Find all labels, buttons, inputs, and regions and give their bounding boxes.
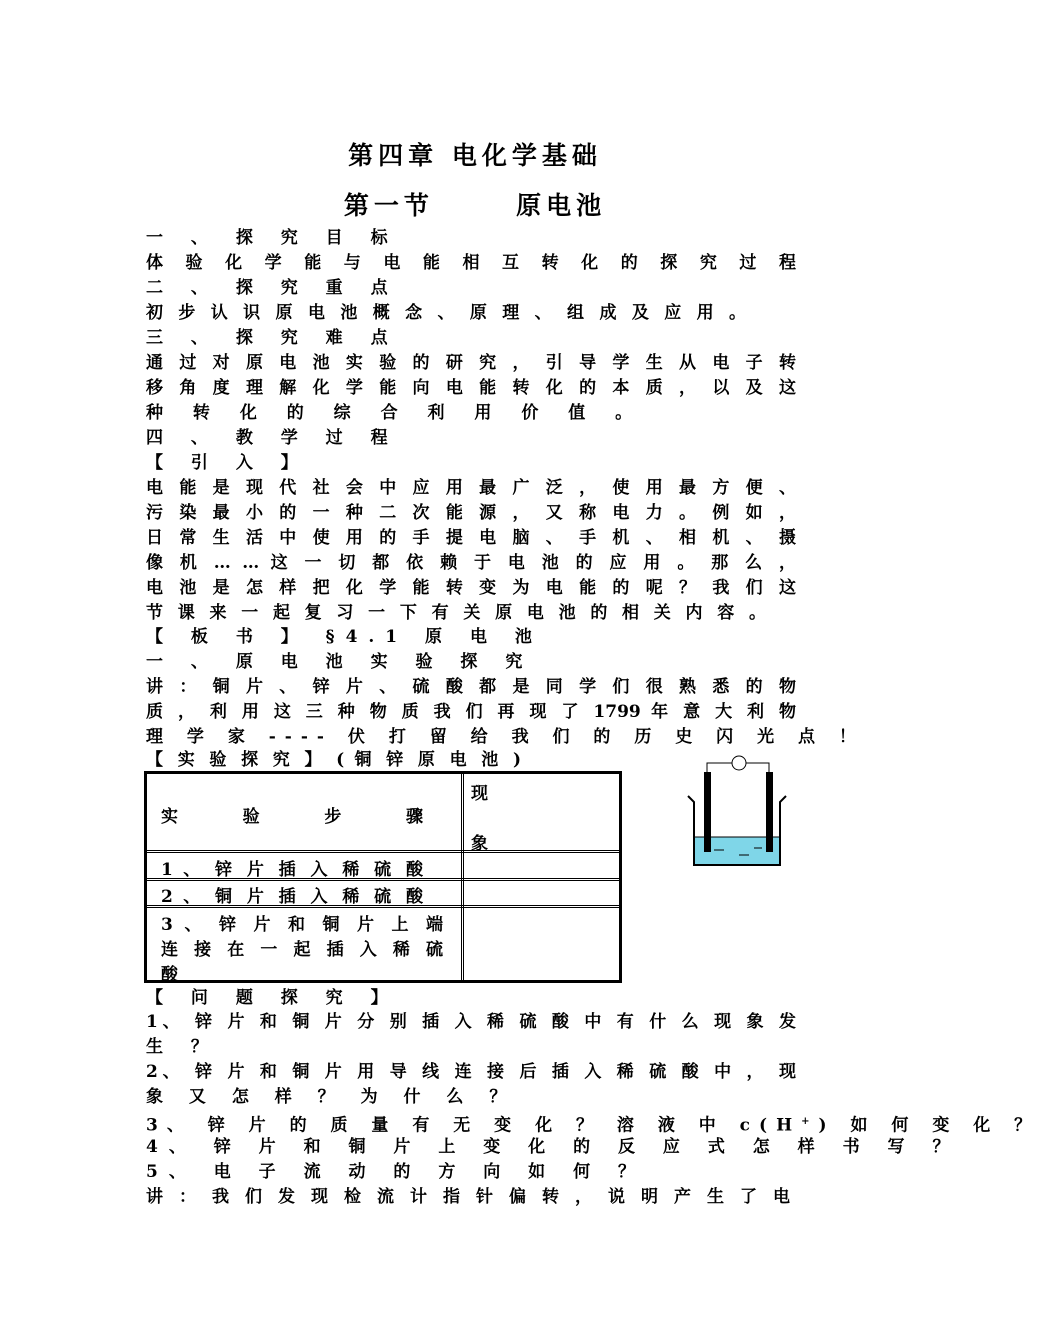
text-line: 5、 电 子 流 动 的 方 向 如 何 ？	[146, 1162, 647, 1182]
text-line: 电 池 是 怎 样 把 化 学 能 转 变 为 电 能 的 呢 ？ 我 们 这	[146, 578, 796, 598]
text-line: 移 角 度 理 解 化 学 能 向 电 能 转 化 的 本 质 ， 以 及 这	[146, 378, 796, 398]
text-line: 日 常 生 活 中 使 用 的 手 提 电 脑 、 手 机 、 相 机 、 摄	[146, 528, 796, 548]
table-header-observation: 现	[471, 784, 488, 804]
experiment-table	[144, 771, 622, 983]
text-line: 三 、 探 究 难 点	[146, 328, 399, 348]
text-line: 一 、 探 究 目 标	[146, 228, 399, 248]
text-line: 象 又 怎 样 ？ 为 什 么 ？	[146, 1087, 517, 1107]
table-header-observation: 象	[471, 834, 488, 854]
text-line: 【 板 书 】 §4.1 原 电 池	[146, 627, 543, 647]
text-line: 污 染 最 小 的 一 种 二 次 能 源 ， 又 称 电 力 。 例 如 ，	[146, 503, 796, 523]
text-line: 体 验 化 学 能 与 电 能 相 互 转 化 的 探 究 过 程	[146, 253, 796, 273]
question-3-text: ) 如 何 变 化 ？	[818, 1115, 1040, 1136]
text-line: 初 步 认 识 原 电 池 概 念 、 原 理 、 组 成 及 应 用 。	[146, 303, 746, 323]
table-row: 2 、 铜 片 插 入 稀 硫 酸	[161, 887, 423, 907]
table-row: 酸	[161, 965, 178, 985]
galvanic-cell-diagram	[684, 752, 788, 872]
zinc-electrode	[704, 772, 711, 852]
table-divider	[147, 850, 619, 853]
text-line: 质 ， 利 用 这 三 种 物 质 我 们 再 现 了 1799 年 意 大 利 物	[146, 702, 796, 722]
copper-electrode	[766, 772, 773, 852]
text-line: 一 、 原 电 池 实 验 探 究	[146, 652, 534, 672]
text-line: 二 、 探 究 重 点	[146, 278, 399, 298]
hydrogen-ion-charge: +	[801, 1116, 819, 1127]
table-header-step: 实 验 步 骤	[161, 807, 423, 827]
table-row: 3 、 锌 片 和 铜 片 上 端	[161, 915, 443, 935]
text-line: 讲 ： 我 们 发 现 检 流 计 指 针 偏 转 ， 说 明 产 生 了 电	[146, 1187, 790, 1207]
wire	[707, 763, 732, 772]
text-line: 像 机 … … 这 一 切 都 依 赖 于 电 池 的 应 用 。 那 么 ，	[146, 553, 796, 573]
text-line: 通 过 对 原 电 池 实 验 的 研 究 ， 引 导 学 生 从 电 子 转	[146, 353, 796, 373]
wire	[746, 763, 769, 772]
text-line: 【 实 验 探 究 】 ( 铜 锌 原 电 池 )	[146, 750, 521, 770]
text-line: 生 ？	[146, 1037, 219, 1057]
galvanometer-icon	[732, 756, 746, 770]
text-line: 【 引 入 】	[146, 453, 309, 473]
text-line: 理 学 家 ---- 伏 打 留 给 我 们 的 历 史 闪 光 点 ！	[146, 727, 865, 747]
text-line: 2、 锌 片 和 铜 片 用 导 线 连 接 后 插 入 稀 硫 酸 中 ， 现	[146, 1062, 796, 1082]
question-3-text: 3、 锌 片 的 质 量 有 无 变 化 ？ 溶 液 中 c(H	[146, 1115, 802, 1136]
section-title: 第一节 原电池	[343, 191, 607, 220]
text-line: 4、 锌 片 和 铜 片 上 变 化 的 反 应 式 怎 样 书 写 ？	[146, 1137, 961, 1157]
chapter-title: 第四章 电化学基础	[348, 141, 602, 170]
table-divider	[461, 774, 464, 980]
text-line	[146, 1110, 1040, 1136]
text-line: 节 课 来 一 起 复 习 一 下 有 关 原 电 池 的 相 关 内 容 。	[146, 603, 766, 623]
text-line: 电 能 是 现 代 社 会 中 应 用 最 广 泛 ， 使 用 最 方 便 、	[146, 478, 796, 498]
text-line: 【 问 题 探 究 】	[146, 988, 399, 1008]
text-line: 1、 锌 片 和 铜 片 分 别 插 入 稀 硫 酸 中 有 什 么 现 象 发	[146, 1012, 796, 1032]
text-line: 种 转 化 的 综 合 利 用 价 值 。	[146, 403, 645, 423]
table-row: 连 接 在 一 起 插 入 稀 硫	[161, 940, 443, 960]
table-row: 1 、 锌 片 插 入 稀 硫 酸	[161, 860, 423, 880]
text-line: 四 、 教 学 过 程	[146, 428, 399, 448]
text-line: 讲 ： 铜 片 、 锌 片 、 硫 酸 都 是 同 学 们 很 熟 悉 的 物	[146, 677, 796, 697]
